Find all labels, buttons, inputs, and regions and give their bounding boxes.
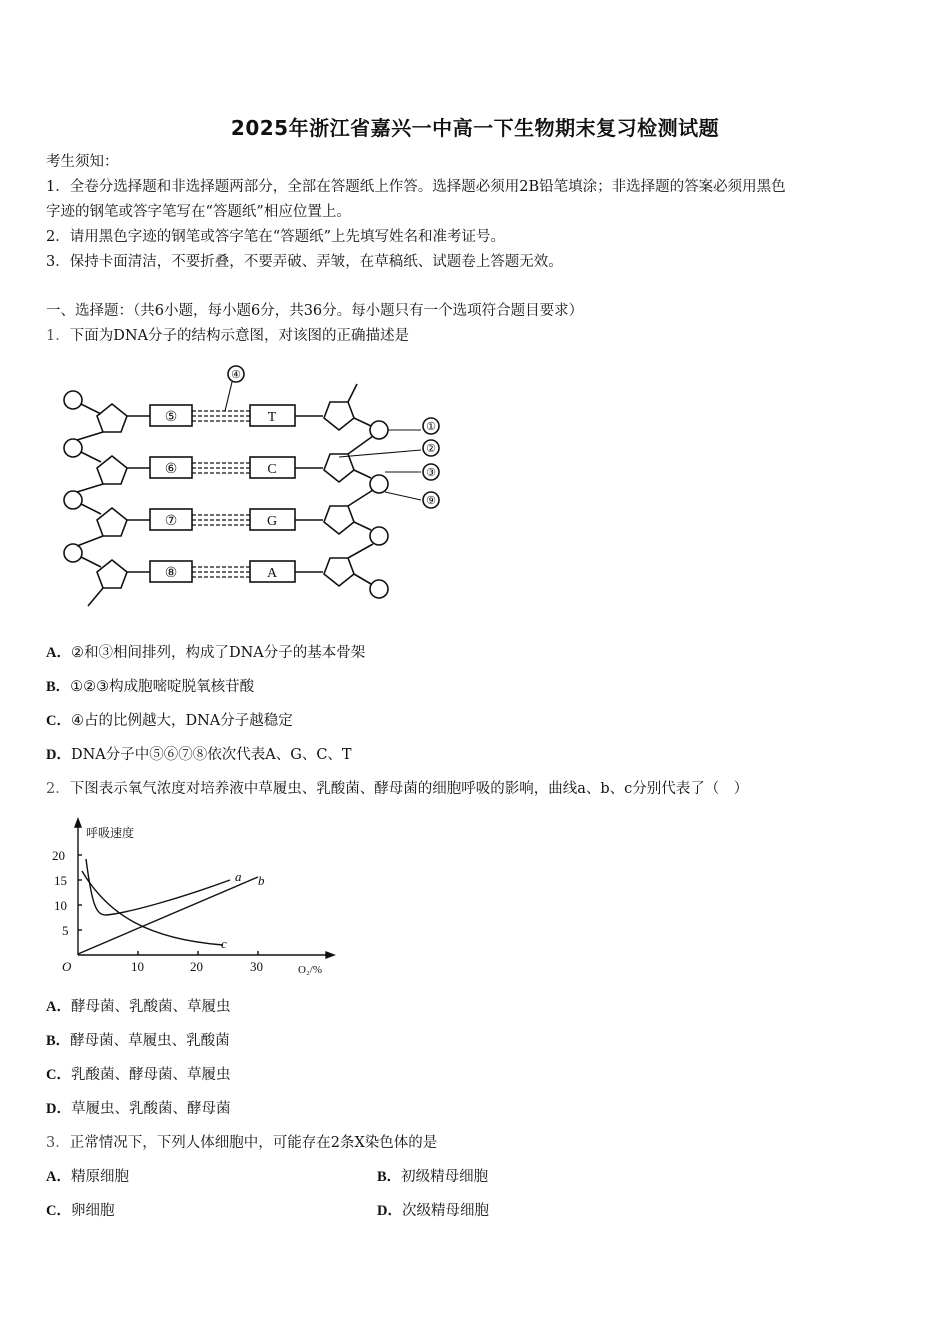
q3-option-d-key: D． bbox=[377, 1203, 402, 1219]
q3-option-c-text: 卵细胞 bbox=[70, 1203, 115, 1219]
question-2 bbox=[46, 779, 748, 799]
question-3 bbox=[46, 1133, 437, 1153]
notice-item-1: 1．全卷分选择题和非选择题两部分，全部在答题纸上作答。选择题必须用2B铅笔填涂；非选择题的答案必须用黑色 bbox=[46, 179, 786, 195]
chart-xtick-20: 20 bbox=[190, 959, 203, 974]
dna-right-base-1: T bbox=[267, 410, 277, 425]
curve-label-b: b bbox=[258, 873, 265, 888]
dna-left-base-2: ⑥ bbox=[164, 462, 178, 477]
q1-option-a-text: ②和③相间排列，构成了DNA分子的基本骨架 bbox=[70, 645, 366, 661]
q2-option-b-text: 酵母菌、草履虫、乳酸菌 bbox=[70, 1033, 230, 1049]
q2-option-c[interactable] bbox=[46, 1065, 230, 1085]
q2-option-a-key: A． bbox=[46, 999, 71, 1015]
notice-item-2: 2．请用黑色字迹的钢笔或答字笔在“答题纸”上先填写姓名和准考证号。 bbox=[46, 229, 506, 245]
q3-option-a[interactable] bbox=[46, 1167, 129, 1187]
q3-option-b-key: B． bbox=[377, 1169, 402, 1185]
q2-option-c-key: C． bbox=[46, 1067, 71, 1083]
notice-item-3: 3．保持卡面清洁，不要折叠，不要弄破、弄皱，在草稿纸、试题卷上答题无效。 bbox=[46, 254, 563, 270]
q3-option-a-key: A． bbox=[46, 1169, 71, 1185]
q3-option-b[interactable] bbox=[377, 1167, 488, 1187]
curve-label-a: a bbox=[235, 869, 242, 884]
chart-ytick-15: 15 bbox=[54, 873, 67, 888]
q3-option-c[interactable] bbox=[46, 1201, 114, 1221]
q2-option-b[interactable] bbox=[46, 1031, 230, 1051]
question-1-number: 1． bbox=[46, 328, 70, 344]
chart-origin: O bbox=[62, 959, 72, 974]
q1-option-c[interactable] bbox=[46, 711, 293, 731]
q1-option-d-key: D． bbox=[46, 747, 71, 763]
q1-option-b-key: B． bbox=[46, 679, 71, 695]
dna-right-base-2: C bbox=[267, 462, 277, 477]
q2-option-d-key: D． bbox=[46, 1101, 71, 1117]
dna-label-9: ⑨ bbox=[426, 495, 436, 507]
q1-option-c-text: ④占的比例越大，DNA分子越稳定 bbox=[70, 713, 293, 729]
question-1 bbox=[46, 326, 409, 346]
dna-label-1: ① bbox=[426, 421, 436, 433]
section-heading: 一、选择题：（共6小题，每小题6分，共36分。每小题只有一个选项符合题目要求） bbox=[46, 303, 584, 319]
dna-left-base-1: ⑤ bbox=[164, 410, 178, 425]
chart-xtick-10: 10 bbox=[131, 959, 144, 974]
q1-option-d[interactable] bbox=[46, 745, 352, 765]
notice-heading: 考生须知： bbox=[46, 154, 119, 170]
q3-option-a-text: 精原细胞 bbox=[70, 1169, 129, 1185]
dna-label-2: ② bbox=[426, 443, 436, 455]
chart-xlabel: O₂/% bbox=[298, 964, 322, 976]
q1-option-b-text: ①②③构成胞嘧啶脱氧核苷酸 bbox=[70, 679, 255, 695]
q3-option-d-text: 次级精母细胞 bbox=[401, 1203, 489, 1219]
curve-label-c: c bbox=[221, 936, 227, 951]
q1-option-c-key: C． bbox=[46, 713, 71, 729]
notice-item-1-cont: 字迹的钢笔或答字笔写在“答题纸”相应位置上。 bbox=[46, 204, 351, 220]
dna-left-base-3: ⑦ bbox=[164, 514, 178, 529]
respiration-chart bbox=[48, 815, 348, 980]
chart-ylabel: 呼吸速度 bbox=[86, 826, 135, 840]
dna-right-base-3: G bbox=[266, 514, 278, 529]
chart-ytick-5: 5 bbox=[62, 923, 69, 938]
question-3-stem: 正常情况下，下列人体细胞中，可能存在2条X染色体的是 bbox=[69, 1135, 438, 1151]
q3-option-c-key: C． bbox=[46, 1203, 71, 1219]
page-title: 2025年浙江省嘉兴一中高一下生物期末复习检测试题 bbox=[230, 116, 720, 140]
dna-left-base-4: ⑧ bbox=[164, 566, 178, 581]
q3-option-d[interactable] bbox=[377, 1201, 489, 1221]
q2-option-c-text: 乳酸菌、酵母菌、草履虫 bbox=[70, 1067, 231, 1083]
question-2-stem: 下图表示氧气浓度对培养液中草履虫、乳酸菌、酵母菌的细胞呼吸的影响，曲线a、b、c分别代表了（ ） bbox=[69, 781, 749, 797]
chart-ytick-20: 20 bbox=[52, 848, 65, 863]
question-2-number: 2． bbox=[46, 781, 70, 797]
q2-option-a[interactable] bbox=[46, 997, 230, 1017]
q2-option-d[interactable] bbox=[46, 1099, 230, 1119]
chart-xtick-30: 30 bbox=[250, 959, 263, 974]
q2-option-d-text: 草履虫、乳酸菌、酵母菌 bbox=[70, 1101, 231, 1117]
q2-option-a-text: 酵母菌、乳酸菌、草履虫 bbox=[70, 999, 231, 1015]
dna-label-4: ④ bbox=[231, 369, 241, 381]
dna-label-3: ③ bbox=[426, 467, 436, 479]
q1-option-a[interactable] bbox=[46, 643, 365, 663]
q1-option-b[interactable] bbox=[46, 677, 254, 697]
chart-ytick-10: 10 bbox=[54, 898, 67, 913]
q2-option-b-key: B． bbox=[46, 1033, 71, 1049]
dna-right-base-4: A bbox=[266, 566, 278, 581]
question-1-stem: 下面为DNA分子的结构示意图，对该图的正确描述是 bbox=[69, 328, 410, 344]
q1-option-d-text: DNA分子中⑤⑥⑦⑧依次代表A、G、C、T bbox=[70, 747, 352, 763]
question-3-number: 3． bbox=[46, 1135, 70, 1151]
q1-option-a-key: A． bbox=[46, 645, 71, 661]
q3-option-b-text: 初级精母细胞 bbox=[401, 1169, 489, 1185]
dna-structure-diagram bbox=[55, 360, 455, 615]
